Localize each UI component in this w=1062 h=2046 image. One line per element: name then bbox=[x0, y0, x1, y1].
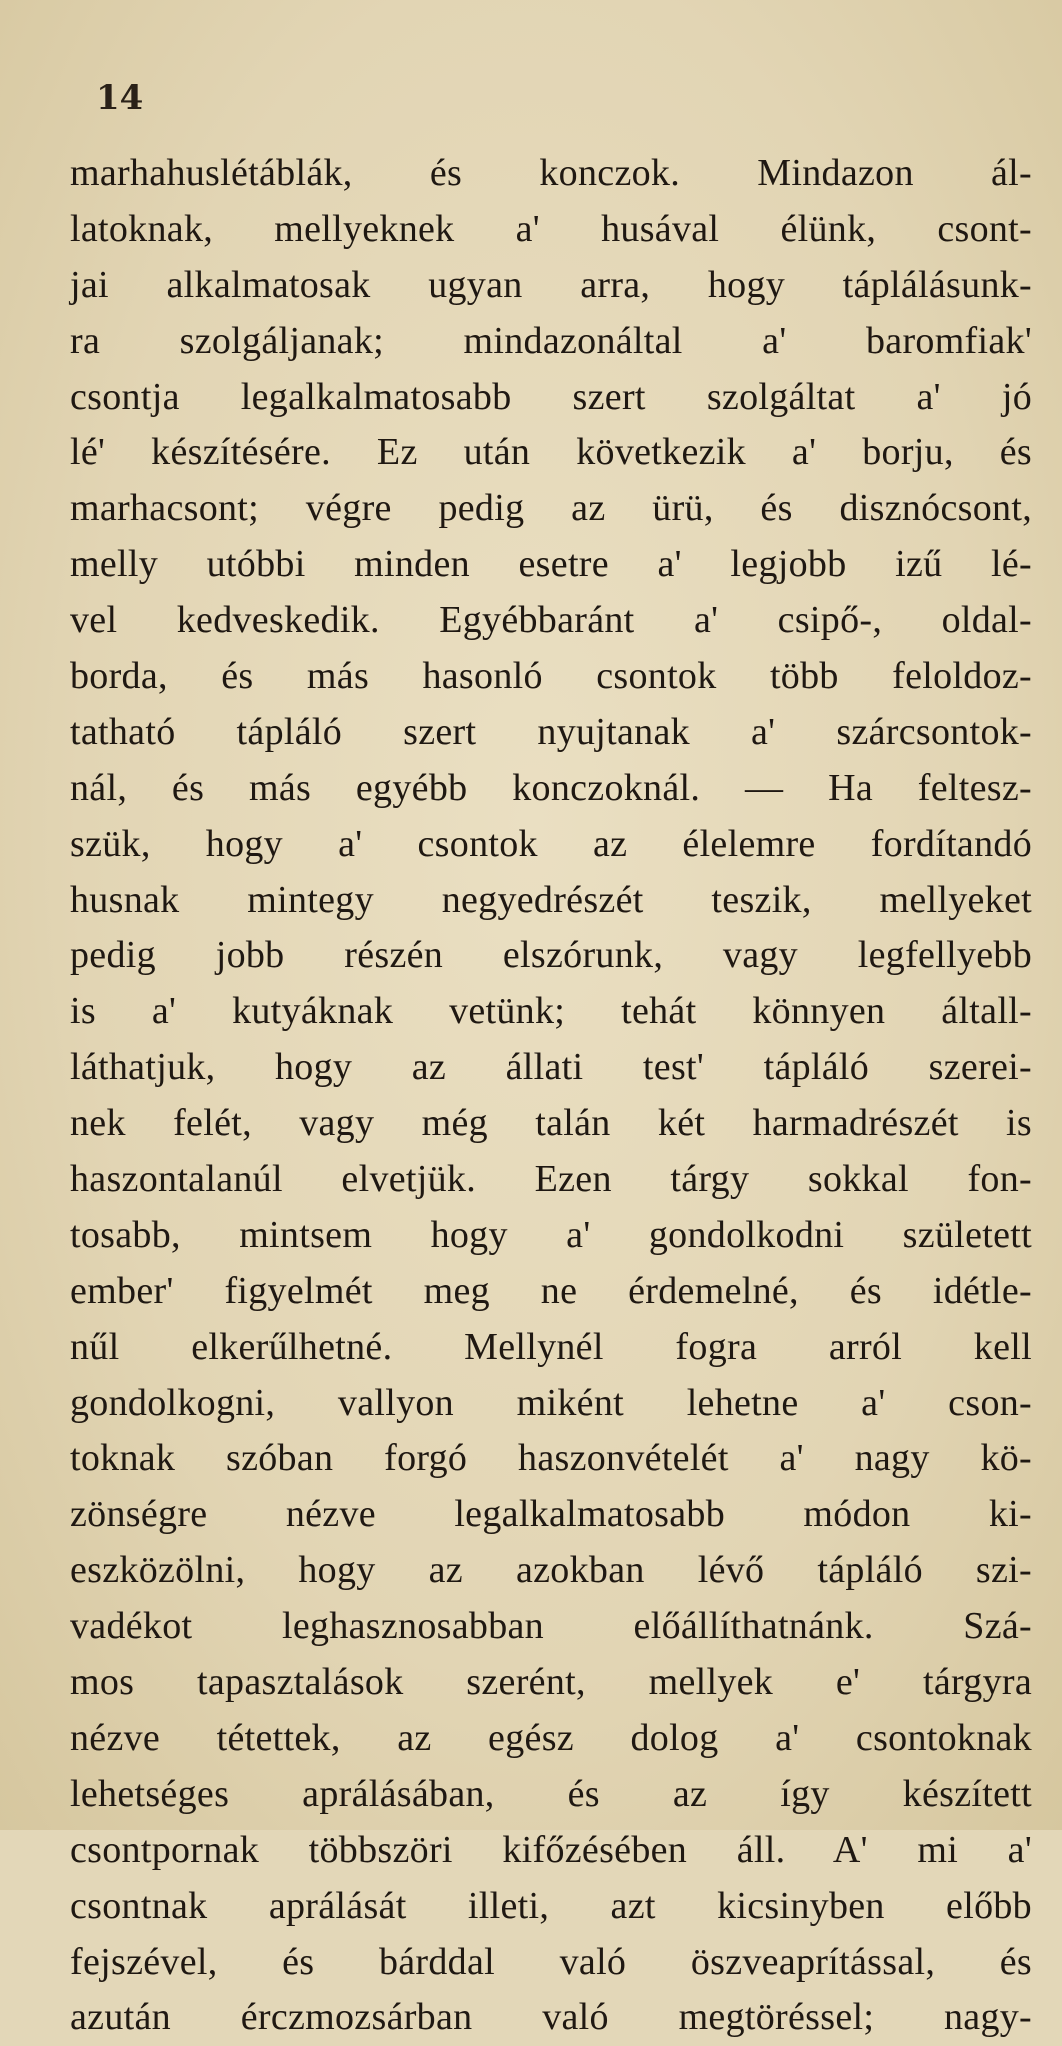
text-line: lehetséges aprálásában, és az így készített bbox=[70, 1772, 1032, 1815]
text-line: ember' figyelmét meg ne érdemelné, és idétle- bbox=[70, 1269, 1032, 1312]
text-line: szük, hogy a' csontok az élelemre fordítandó bbox=[70, 822, 1032, 865]
text-line: tosabb, mintsem hogy a' gondolkodni született bbox=[70, 1213, 1032, 1256]
text-line: csontnak aprálását illeti, azt kicsinyben előbb bbox=[70, 1884, 1032, 1927]
text-line: melly utóbbi minden esetre a' legjobb izű lé- bbox=[70, 543, 1032, 586]
text-line: csontja legalkalmatosabb szert szolgáltat a' jó bbox=[70, 375, 1032, 418]
text-line: ra szolgáljanak; mindazonáltal a' baromfiak' bbox=[70, 319, 1032, 362]
text-line: nűl elkerűlhetné. Mellynél fogra arról kell bbox=[70, 1325, 1032, 1368]
text-line: lé' készítésére. Ez után következik a' borju, és bbox=[70, 431, 1032, 474]
text-line: vel kedveskedik. Egyébbaránt a' csipő-, oldal- bbox=[70, 599, 1032, 642]
text-line: borda, és más hasonló csontok több feloldoz- bbox=[70, 655, 1032, 698]
text-line: is a' kutyáknak vetünk; tehát könnyen általl- bbox=[70, 990, 1032, 1033]
text-line: nézve tétettek, az egész dolog a' csontoknak bbox=[70, 1716, 1032, 1759]
text-line: gondolkogni, vallyon miként lehetne a' cson- bbox=[70, 1381, 1032, 1424]
text-line: jai alkalmatosak ugyan arra, hogy táplálásunk- bbox=[70, 263, 1032, 306]
text-line: zönségre nézve legalkalmatosabb módon ki- bbox=[70, 1493, 1032, 1536]
body-text bbox=[70, 146, 1032, 2046]
text-line: tatható tápláló szert nyujtanak a' szárcsontok- bbox=[70, 710, 1032, 753]
text-line: latoknak, mellyeknek a' husával élünk, csont- bbox=[70, 207, 1032, 250]
text-line: husnak mintegy negyedrészét teszik, mellyeket bbox=[70, 878, 1032, 921]
text-line: vadékot leghasznosabban előállíthatnánk. Szá- bbox=[70, 1605, 1032, 1648]
text-line: eszközölni, hogy az azokban lévő tápláló szi- bbox=[70, 1549, 1032, 1592]
text-line: láthatjuk, hogy az állati test' tápláló szerei- bbox=[70, 1046, 1032, 1089]
text-line: haszontalanúl elvetjük. Ezen tárgy sokkal fon- bbox=[70, 1158, 1032, 1201]
text-line: csontpornak többszöri kifőzésében áll. A' mi a' bbox=[70, 1828, 1032, 1871]
text-line: marhahuslétáblák, és konczok. Mindazon ál- bbox=[70, 152, 1032, 194]
text-line: fejszével, és bárddal való öszveaprítással, és bbox=[70, 1940, 1032, 1983]
text-line: toknak szóban forgó haszonvételét a' nagy kö- bbox=[70, 1437, 1032, 1480]
text-line: mos tapasztalások szerént, mellyek e' tárgyra bbox=[70, 1661, 1032, 1704]
text-line: pedig jobb részén elszórunk, vagy legfellyebb bbox=[70, 934, 1032, 977]
text-line: nek felét, vagy még talán két harmadrészét is bbox=[70, 1102, 1032, 1145]
text-line: nál, és más egyébb konczoknál. — Ha feltesz- bbox=[70, 766, 1032, 809]
page-number: 14 bbox=[96, 78, 144, 118]
text-line: azután érczmozsárban való megtöréssel; nagy- bbox=[70, 1996, 1032, 2039]
text-line: marhacsont; végre pedig az ürü, és disznócsont, bbox=[70, 487, 1032, 530]
